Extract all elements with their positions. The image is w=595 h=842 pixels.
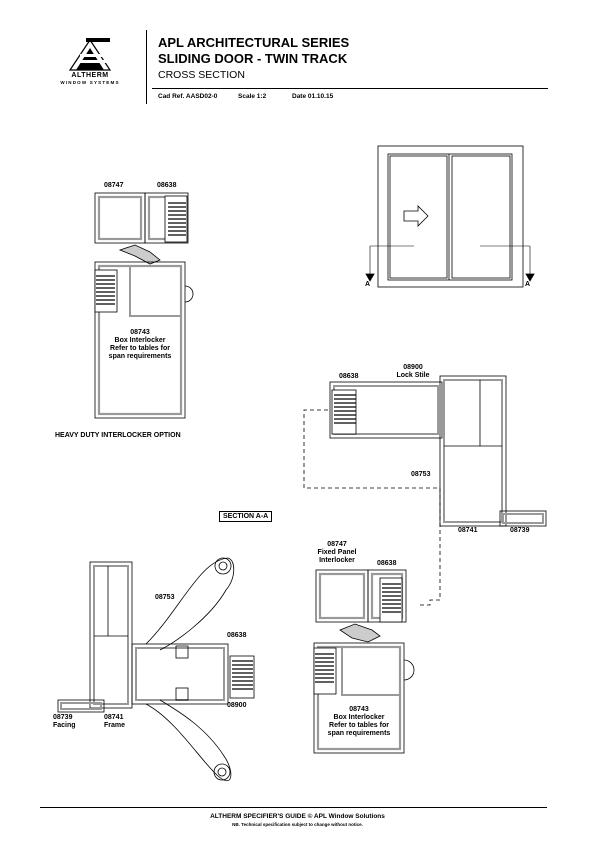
box-interlocker-note-1: Refer to tables for (110, 345, 170, 352)
detail-lock-stile (330, 376, 546, 526)
part-08747-label: 08747 (104, 182, 124, 189)
brand-name: ALTHERM (71, 72, 109, 79)
fixed-panel-label: Fixed Panel (317, 549, 357, 556)
interlocker-label: Interlocker (319, 557, 355, 564)
lock-stile-code: 08900 (403, 364, 423, 371)
cad-ref: Cad Ref. AASD02-0 (158, 93, 218, 100)
section-marker-right: A (525, 281, 531, 288)
title-line-2: SLIDING DOOR - TWIN TRACK (158, 51, 348, 66)
footer-guide: ALTHERM SPECIFIER'S GUIDE © APL Window Solutions (210, 813, 385, 820)
facing-name-label: Facing (53, 722, 76, 729)
box-interlocker-name: Box Interlocker (114, 337, 166, 344)
frame-name-label: Frame (104, 722, 126, 729)
left-part-08753-label: 08753 (155, 594, 175, 601)
mid-box-interlocker-note-1: Refer to tables for (329, 722, 389, 729)
brand-subtitle: WINDOW SYSTEMS (60, 80, 120, 85)
mid-part-08747-label: 08747 (327, 541, 347, 548)
part-08741-label: 08741 (458, 527, 478, 534)
detail-frame-lock-stile (58, 558, 254, 781)
section-marker-left: A (365, 281, 371, 288)
part-08753-label: 08753 (411, 471, 431, 478)
frame-code-label: 08741 (104, 714, 124, 721)
door-elevation (366, 146, 534, 287)
left-part-08638-label: 08638 (227, 632, 247, 639)
mid-box-interlocker-code: 08743 (349, 706, 369, 713)
lock-stile-name: Lock Stile (396, 372, 430, 379)
footer-disclaimer: NB. Technical specification subject to change without notice. (232, 822, 363, 827)
heavy-duty-caption: HEAVY DUTY INTERLOCKER OPTION (55, 432, 181, 439)
section-a-a-label: SECTION A-A (219, 511, 272, 522)
part-08638-label: 08638 (157, 182, 177, 189)
footer-rule (40, 807, 547, 808)
box-interlocker-code: 08743 (130, 329, 150, 336)
mid-box-interlocker-name: Box Interlocker (333, 714, 385, 721)
mid-part-08638-label: 08638 (377, 560, 397, 567)
scale: Scale 1:2 (238, 93, 267, 100)
lock-part-08638-label: 08638 (339, 373, 359, 380)
box-interlocker-note-2: span requirements (108, 353, 172, 360)
subtitle: CROSS SECTION (158, 69, 245, 81)
date: Date 01.10.15 (292, 93, 334, 100)
mid-box-interlocker-note-2: span requirements (327, 730, 391, 737)
title-line-1: APL ARCHITECTURAL SERIES (158, 35, 350, 50)
left-part-08900-label: 08900 (227, 702, 247, 709)
detail-heavy-duty-interlocker (95, 193, 193, 418)
facing-code-label: 08739 (53, 714, 73, 721)
part-08739-label: 08739 (510, 527, 530, 534)
